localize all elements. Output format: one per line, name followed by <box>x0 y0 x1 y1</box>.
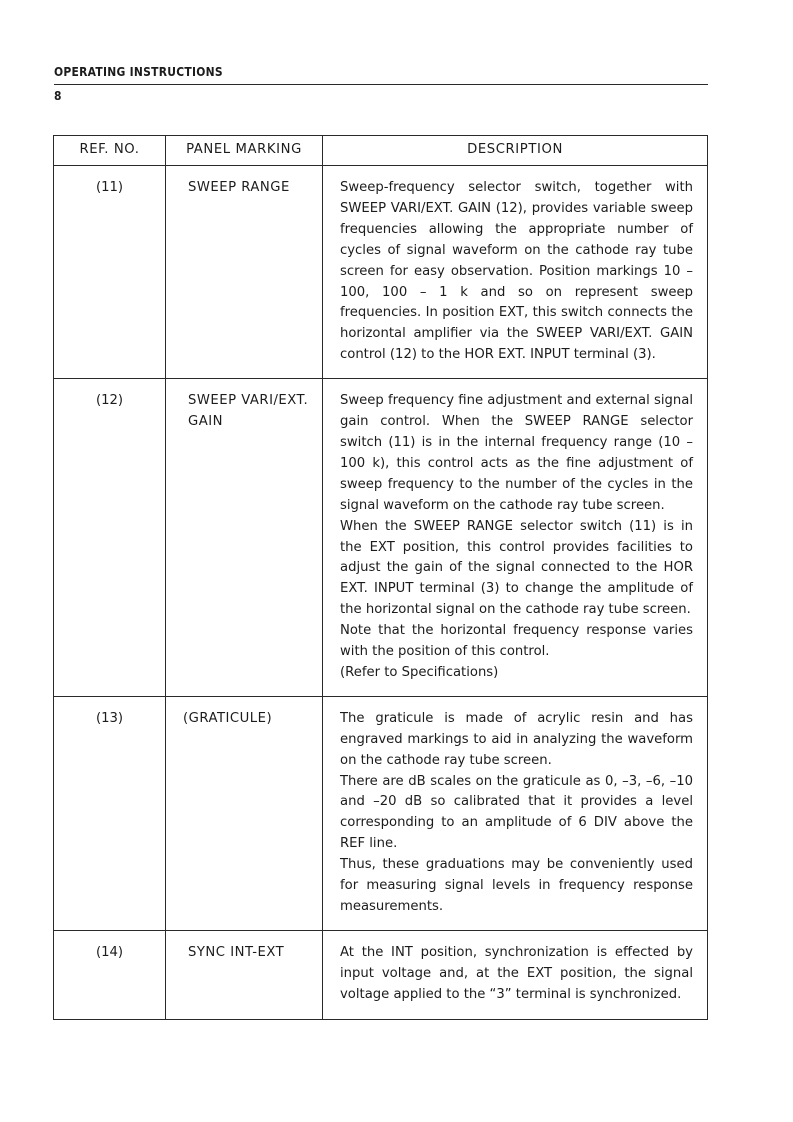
ref-no-cell: (12) <box>54 379 166 697</box>
panel-marking-cell: SYNC INT-EXT <box>166 930 323 1019</box>
panel-marking-cell: (GRATICULE) <box>166 696 323 930</box>
description-cell <box>323 379 708 697</box>
table-row <box>54 930 708 1019</box>
description-cell <box>323 930 708 1019</box>
column-header-panel-marking: PANEL MARKING <box>166 136 323 166</box>
description-paragraph: There are dB scales on the graticule as 0, –3, –6, –10 and –20 dB so calibrated that it provides a level corresponding to an amplitude of 6 DIV above the REF line. <box>340 773 693 852</box>
description-paragraph: At the INT position, synchronization is effected by input voltage and, at the EXT position, the signal voltage applied to the “3” terminal is synchronized. <box>340 944 693 1002</box>
table-row <box>54 166 708 379</box>
column-header-description: DESCRIPTION <box>323 136 708 166</box>
table-row <box>54 379 708 697</box>
header-divider <box>54 84 708 85</box>
description-paragraph: The graticule is made of acrylic resin and has engraved markings to aid in analyzing the waveform on the cathode ray tube screen. <box>340 710 693 768</box>
page-header-title: OPERATING INSTRUCTIONS <box>54 64 223 79</box>
description-paragraph: Thus, these graduations may be conveniently used for measuring signal levels in frequency response measurements. <box>340 857 693 914</box>
column-header-ref-no: REF. NO. <box>54 136 166 166</box>
panel-marking-cell: SWEEP RANGE <box>166 166 323 379</box>
description-paragraph: When the SWEEP RANGE selector switch (11) is in the EXT position, this control provides facilities to adjust the gain of the signal connected to the HOR EXT. INPUT terminal (3) to change the amplitude of the horizontal signal on the cathode ray tube screen. <box>340 518 693 618</box>
ref-no-cell: (11) <box>54 166 166 379</box>
description-cell <box>323 696 708 930</box>
panel-marking-cell: SWEEP VARI/EXT. GAIN <box>166 379 323 697</box>
description-cell <box>323 166 708 379</box>
description-paragraph: Note that the horizontal frequency response varies with the position of this control. <box>340 623 693 660</box>
description-paragraph: (Refer to Specifications) <box>340 664 499 680</box>
table-row <box>54 696 708 930</box>
ref-no-cell: (14) <box>54 930 166 1019</box>
table-header-row <box>54 136 708 166</box>
description-paragraph: Sweep-frequency selector switch, together with SWEEP VARI/EXT. GAIN (12), provides variable sweep frequencies allowing the appropriate number of cycles of signal waveform on the cathode ray tube screen for easy observation. Position markings 10 – 100, 100 – 1 k and so on represent sweep frequencies. In position EXT, this switch connects the horizontal amplifier via the SWEEP VARI/EXT. GAIN control (12) to the HOR EXT. INPUT terminal (3). <box>340 180 693 363</box>
page-number: 8 <box>54 88 62 103</box>
panel-description-table <box>53 135 708 1020</box>
ref-no-cell: (13) <box>54 696 166 930</box>
description-paragraph: Sweep frequency fine adjustment and external signal gain control. When the SWEEP RANGE selector switch (11) is in the internal frequency range (10 – 100 k), this control acts as the fine adjustment of sweep frequency to the number of the cycles in the signal waveform on the cathode ray tube screen. <box>340 393 693 513</box>
